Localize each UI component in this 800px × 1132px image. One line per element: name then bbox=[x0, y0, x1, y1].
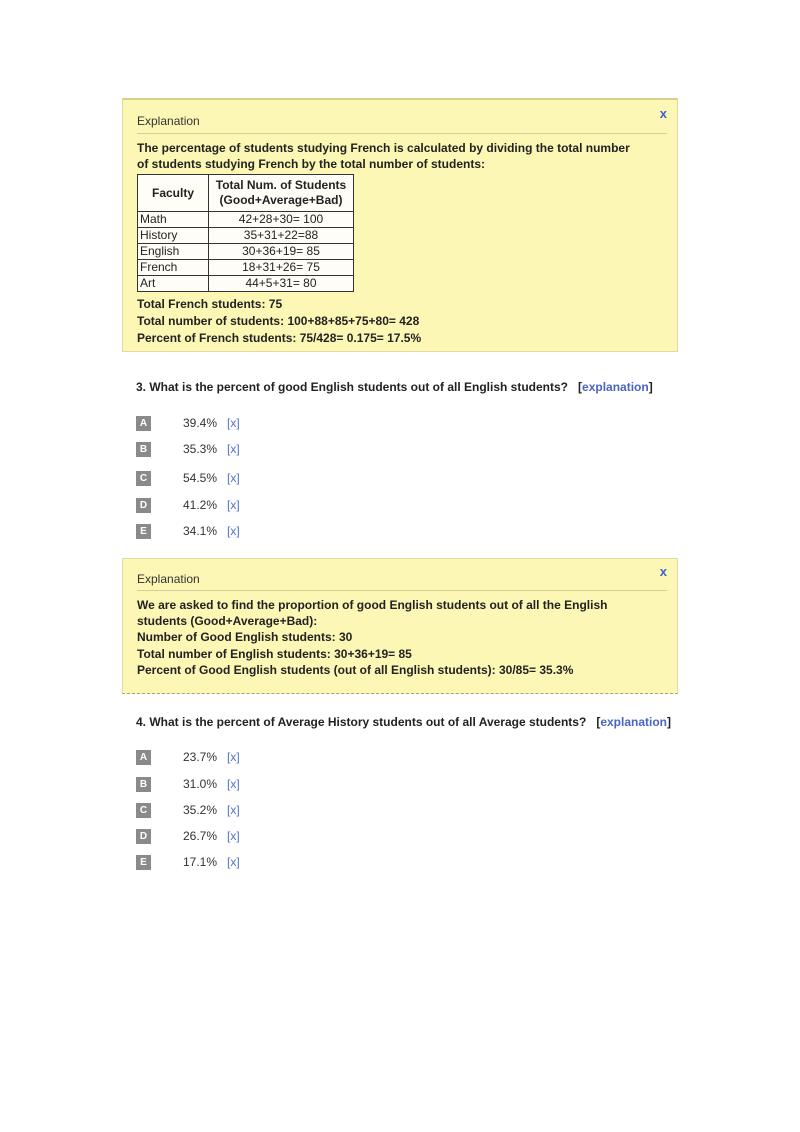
explanation-panel-english bbox=[122, 558, 678, 694]
table-row bbox=[138, 212, 354, 228]
explanation-link[interactable]: explanation bbox=[582, 380, 649, 394]
divider bbox=[137, 590, 667, 591]
explanation-text: Percent of Good English students (out of all English students): 30/85= 35.3% bbox=[137, 663, 574, 677]
bracket: [ bbox=[596, 715, 601, 729]
explanation-text: Number of Good English students: 30 bbox=[137, 630, 353, 644]
eliminate-choice-link[interactable]: [x] bbox=[227, 750, 240, 764]
choice-letter-badge[interactable]: D bbox=[136, 498, 151, 513]
choice-letter-badge[interactable]: D bbox=[136, 829, 151, 844]
choice-value: 31.0% bbox=[183, 777, 218, 791]
choice-letter-badge[interactable]: E bbox=[136, 855, 151, 870]
choice-letter-badge[interactable]: A bbox=[136, 750, 151, 765]
explanation-text: of students studying French by the total number of students: bbox=[137, 157, 486, 171]
explanation-text: Total number of students: 100+88+85+75+80= 428 bbox=[137, 314, 420, 328]
explanation-text: students (Good+Average+Bad): bbox=[137, 614, 318, 628]
table-header-total-line2: (Good+Average+Bad) bbox=[219, 193, 343, 207]
close-explanation-button[interactable]: x bbox=[659, 106, 667, 121]
question-text: 3. What is the percent of good English students out of all English students? bbox=[136, 380, 569, 394]
table-row bbox=[138, 260, 354, 276]
table-header-total bbox=[209, 175, 354, 212]
faculty-cell: French bbox=[138, 260, 209, 276]
choice-letter-badge[interactable]: C bbox=[136, 803, 151, 818]
choice-letter-badge[interactable]: B bbox=[136, 777, 151, 792]
explanation-text: The percentage of students studying French is calculated by dividing the total number bbox=[137, 141, 630, 155]
eliminate-choice-link[interactable]: [x] bbox=[227, 442, 240, 456]
divider bbox=[137, 133, 667, 134]
bracket: ] bbox=[648, 380, 653, 394]
eliminate-choice-link[interactable]: [x] bbox=[227, 777, 240, 791]
choice-value: 26.7% bbox=[183, 829, 218, 843]
eliminate-choice-link[interactable]: [x] bbox=[227, 471, 240, 485]
table-header-faculty: Faculty bbox=[138, 175, 209, 212]
eliminate-choice-link[interactable]: [x] bbox=[227, 524, 240, 538]
faculty-cell: Art bbox=[138, 276, 209, 292]
eliminate-choice-link[interactable]: [x] bbox=[227, 803, 240, 817]
choice-value: 34.1% bbox=[183, 524, 218, 538]
total-cell: 18+31+26= 75 bbox=[209, 260, 354, 276]
explanation-text: Percent of French students: 75/428= 0.175= 17.5% bbox=[137, 331, 422, 345]
choice-value: 39.4% bbox=[183, 416, 218, 430]
table-row bbox=[138, 244, 354, 260]
eliminate-choice-link[interactable]: [x] bbox=[227, 829, 240, 843]
bracket: [ bbox=[578, 380, 583, 394]
explanation-title: Explanation bbox=[137, 114, 200, 128]
question-4 bbox=[136, 715, 671, 729]
table-row bbox=[138, 228, 354, 244]
choice-value: 35.3% bbox=[183, 442, 218, 456]
choice-letter-badge[interactable]: B bbox=[136, 442, 151, 457]
faculty-totals-table bbox=[137, 174, 354, 292]
choice-value: 41.2% bbox=[183, 498, 218, 512]
question-text: 4. What is the percent of Average History students out of all Average students? bbox=[136, 715, 587, 729]
close-explanation-button[interactable]: x bbox=[659, 564, 667, 579]
eliminate-choice-link[interactable]: [x] bbox=[227, 855, 240, 869]
explanation-text: Total French students: 75 bbox=[137, 297, 283, 311]
choice-value: 54.5% bbox=[183, 471, 218, 485]
choice-value: 35.2% bbox=[183, 803, 218, 817]
total-cell: 44+5+31= 80 bbox=[209, 276, 354, 292]
explanation-link[interactable]: explanation bbox=[600, 715, 668, 729]
total-cell: 30+36+19= 85 bbox=[209, 244, 354, 260]
choice-letter-badge[interactable]: E bbox=[136, 524, 151, 539]
bracket: ] bbox=[667, 715, 672, 729]
choice-value: 23.7% bbox=[183, 750, 218, 764]
question-3 bbox=[136, 380, 653, 394]
faculty-cell: Math bbox=[138, 212, 209, 228]
table-header-total-line1: Total Num. of Students bbox=[215, 178, 347, 192]
choice-letter-badge[interactable]: A bbox=[136, 416, 151, 431]
eliminate-choice-link[interactable]: [x] bbox=[227, 498, 240, 512]
explanation-title: Explanation bbox=[137, 572, 200, 586]
faculty-cell: English bbox=[138, 244, 209, 260]
total-cell: 42+28+30= 100 bbox=[209, 212, 354, 228]
choice-letter-badge[interactable]: C bbox=[136, 471, 151, 486]
choice-value: 17.1% bbox=[183, 855, 218, 869]
total-cell: 35+31+22=88 bbox=[209, 228, 354, 244]
explanation-text: Total number of English students: 30+36+19= 85 bbox=[137, 647, 412, 661]
eliminate-choice-link[interactable]: [x] bbox=[227, 416, 240, 430]
table-row bbox=[138, 276, 354, 292]
explanation-text: We are asked to find the proportion of good English students out of all the English bbox=[137, 598, 608, 612]
explanation-panel-french bbox=[122, 98, 678, 352]
faculty-cell: History bbox=[138, 228, 209, 244]
